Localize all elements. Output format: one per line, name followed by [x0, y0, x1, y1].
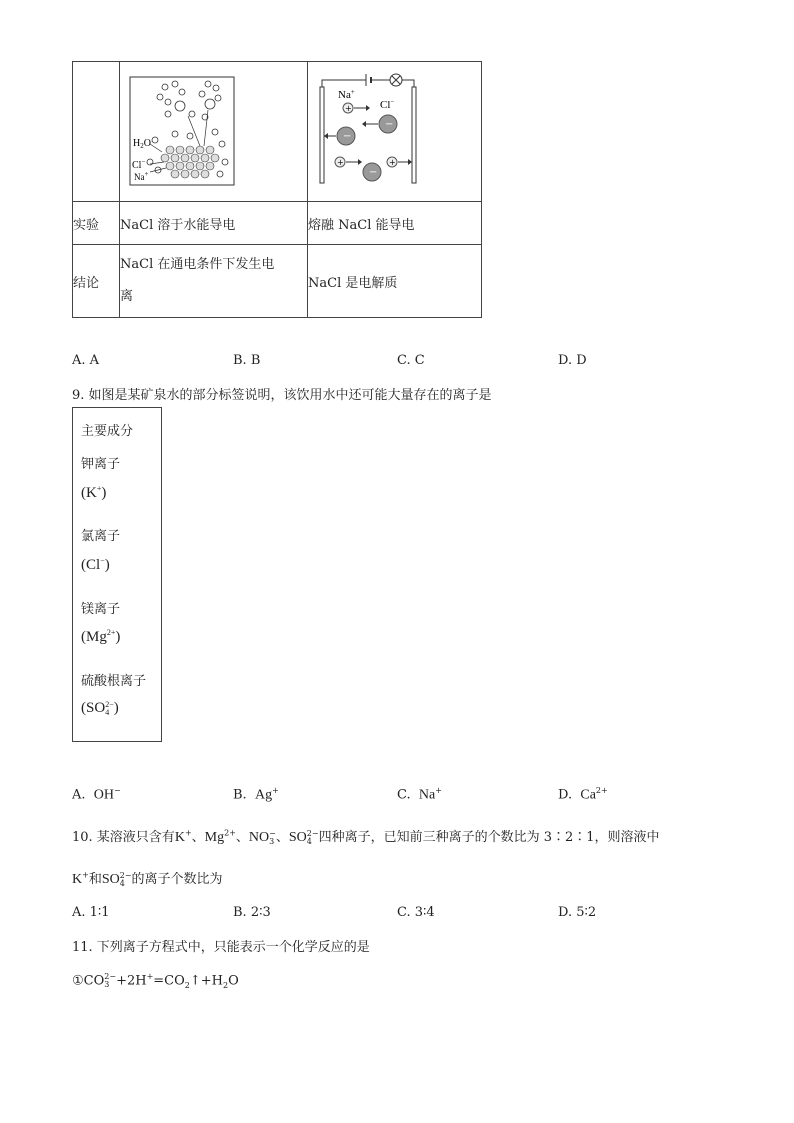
na-label: Na	[134, 172, 145, 182]
nacl-dissolving-diagram	[120, 62, 307, 197]
svg-text:−: −	[385, 119, 394, 130]
q8-option-c[interactable]: C. C	[397, 353, 425, 368]
q8-option-a[interactable]: A. A	[72, 353, 100, 368]
q9-option-b[interactable]: B. Ag+	[233, 786, 279, 803]
q10-option-d[interactable]: D. 5∶2	[558, 905, 597, 920]
label-title: 主要成分	[81, 424, 134, 439]
experiment-table	[72, 61, 482, 318]
q9-option-c[interactable]: C. Na+	[397, 786, 442, 803]
label-formula-mg: $(Mg^{2+})$	[81, 628, 121, 645]
q9-option-d[interactable]: D. $Ca^{2+}$	[558, 786, 608, 803]
label-item-mg: 镁离子	[81, 602, 121, 617]
label-item-k: 钾离子	[81, 457, 121, 472]
conclusion-solution-text: NaCl 在通电条件下发生电 离	[120, 245, 308, 318]
svg-text:−: −	[369, 167, 378, 178]
exp-molten-text: 熔融 NaCl 能导电	[308, 202, 482, 245]
svg-text:−: −	[343, 131, 352, 142]
label-item-cl: 氯离子	[81, 529, 121, 544]
cl-label: Cl	[132, 160, 142, 171]
svg-text:+: +	[345, 104, 352, 113]
svg-text:+: +	[337, 158, 344, 167]
label-item-so4: 硫酸根离子	[81, 674, 147, 689]
molten-cl-label: Cl	[380, 99, 391, 111]
svg-text:Na+: Na+	[134, 170, 149, 182]
conclusion-molten-text: NaCl 是电解质	[308, 245, 482, 318]
q11-equation-1: ①CO2− $3 +2H^+=CO_2↑+H_2O$	[72, 971, 239, 990]
diagram-cell-molten	[308, 62, 482, 202]
q8-option-d[interactable]: D. D	[558, 353, 587, 368]
table-blank-cell	[73, 62, 120, 202]
q10-option-b[interactable]: B. 2∶3	[233, 905, 271, 920]
label-formula-so4: (SO2− 4 )	[81, 699, 119, 717]
molten-nacl-diagram	[308, 62, 481, 197]
svg-text:Na+: Na+	[338, 88, 355, 101]
q8-option-b[interactable]: B. B	[233, 353, 261, 368]
svg-text:Cl−: Cl−	[132, 158, 146, 171]
label-formula-cl: (Cl−)	[81, 556, 110, 573]
label-formula-k: (K+)	[81, 484, 107, 501]
q10-option-a[interactable]: A. 1∶1	[72, 905, 110, 920]
svg-text:+: +	[389, 158, 396, 167]
q10-stem-line1: 10. 某溶液只含有K+、$Mg^{2+}$、NO− 3 、SO2− 4 四种离子，已知前三种离子的个数比为 3∶2∶1，则溶液中	[72, 828, 660, 846]
exp-solution-text: NaCl 溶于水能导电	[120, 202, 308, 245]
q10-stem-line2: K+和SO2− 4 的离子个数比为	[72, 870, 223, 888]
row-label-experiment: 实验	[73, 202, 120, 245]
q9-option-a[interactable]: A. OH−	[72, 786, 121, 803]
diagram-cell-solution	[120, 62, 308, 202]
h2o-label: H	[133, 138, 141, 149]
q10-option-c[interactable]: C. 3∶4	[397, 905, 435, 920]
svg-text:H2O: $H_2O$	[133, 138, 151, 150]
row-label-conclusion: 结论	[73, 245, 120, 318]
mineral-water-label	[72, 407, 162, 742]
molten-na-label: Na	[338, 89, 351, 101]
svg-text:Cl−: Cl−	[380, 98, 395, 111]
q11-stem: 11. 下列离子方程式中，只能表示一个化学反应的是	[72, 940, 370, 955]
q9-stem: 9. 如图是某矿泉水的部分标签说明，该饮用水中还可能大量存在的离子是	[72, 388, 492, 403]
